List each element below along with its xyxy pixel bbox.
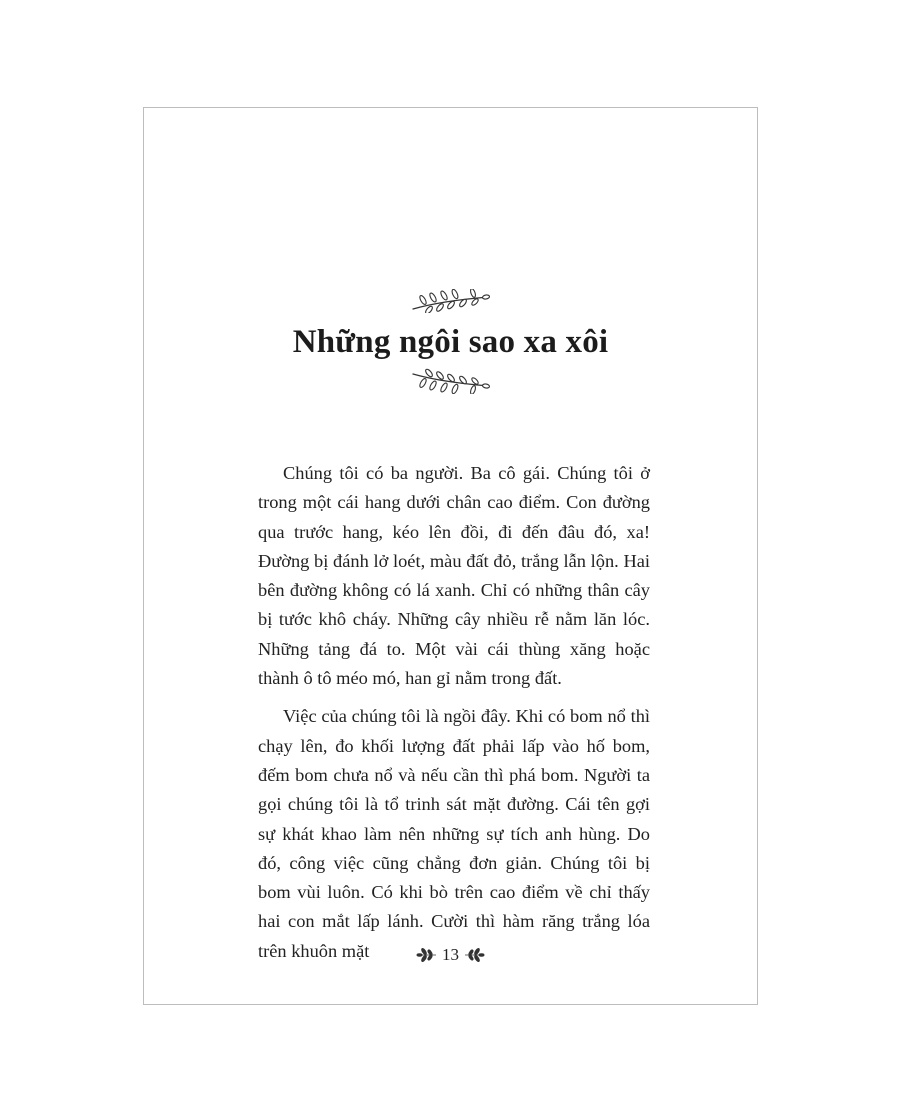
laurel-branch-icon xyxy=(409,289,493,313)
page-number: 13 xyxy=(442,945,459,964)
paragraph: Việc của chúng tôi là ngồi đây. Khi có bom nổ thì chạy lên, đo khối lượng đất phải lấp vào hố bom, đếm bom chưa nổ và nếu cần thì phá bom. Người ta gọi chúng tôi là tổ trinh sát mặt đường. Cái tên gợi sự khát khao làm nên những sự tích anh hùng. Do đó, công việc cũng chẳng đơn giản. Chúng tôi bị bom vùi luôn. Có khi bò trên cao điểm về chỉ thấy hai con mắt lấp lánh. Cười thì hàm răng trắng lóa trên khuôn mặt xyxy=(258,706,650,961)
book-page xyxy=(143,107,758,1005)
laurel-branch-icon xyxy=(409,368,493,394)
paragraph: Chúng tôi có ba người. Ba cô gái. Chúng tôi ở trong một cái hang dưới chân cao điểm. Con đường qua trước hang, kéo lên đồi, đi đến đâu đó, xa! Đường bị đánh lở loét, màu đất đỏ, trắng lẫn lộn. Hai bên đường không có lá xanh. Chỉ có những thân cây bị tước khô cháy. Những cây nhiều rễ nằm lăn lóc. Những tảng đá to. Một vài cái thùng xăng hoặc thành ô tô méo mó, han gỉ nằm trong đất. xyxy=(258,463,650,689)
page-footer xyxy=(144,945,757,965)
leaf-sprig-icon xyxy=(416,947,438,963)
leaf-sprig-icon xyxy=(463,947,485,963)
body-text xyxy=(258,459,650,975)
chapter-title: Những ngôi sao xa xôi xyxy=(292,324,609,360)
